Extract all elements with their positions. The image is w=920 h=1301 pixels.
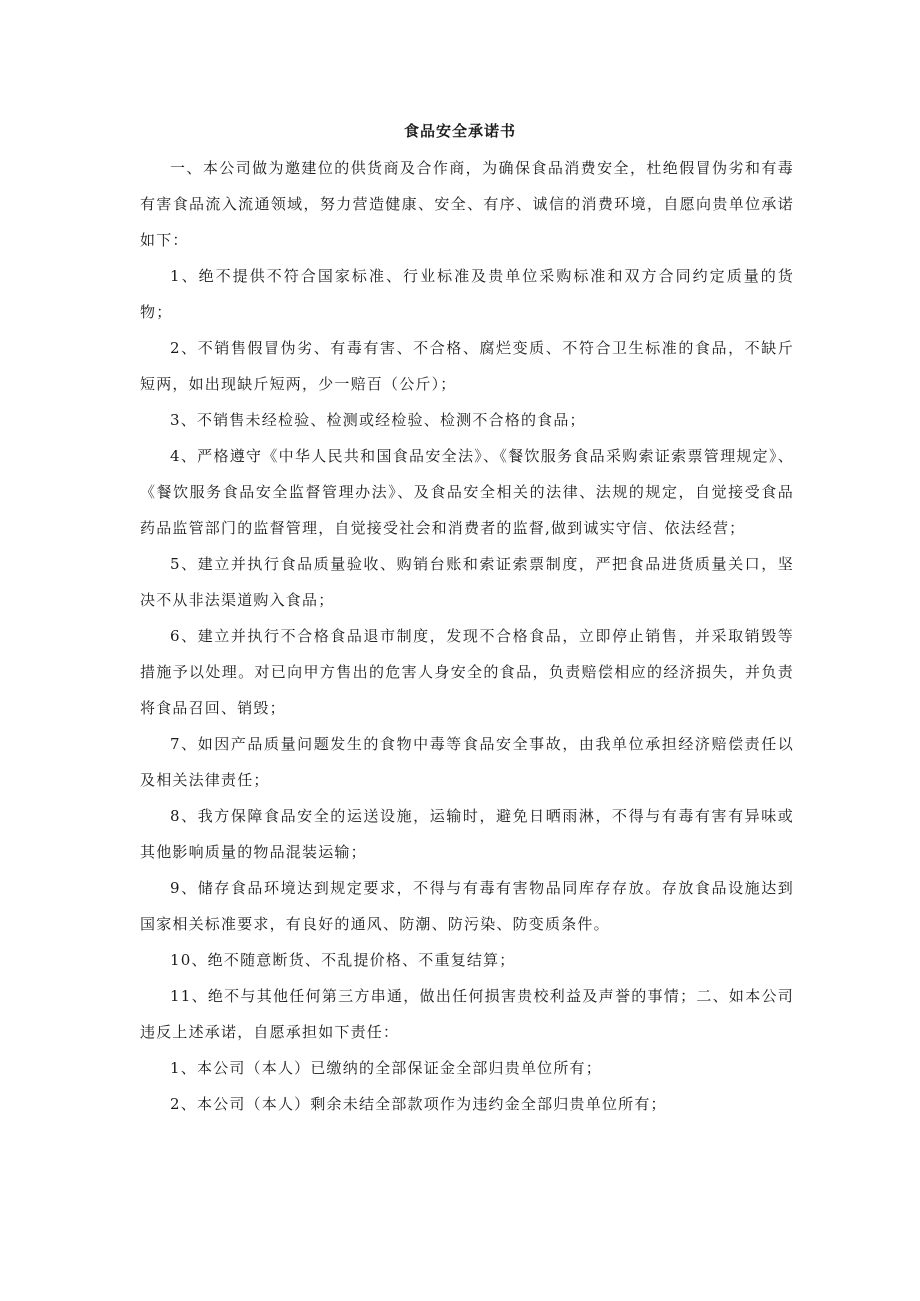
paragraph-liability-1: 1、本公司（本人）已缴纳的全部保证金全部归贵单位所有； [170, 1059, 602, 1077]
paragraph-item-11: 11、绝不与其他任何第三方串通，做出任何损害贵校利益及声誉的事情；二、如本公司违反上述承诺，自愿承担如下责任： [140, 987, 794, 1041]
paragraph-item-3: 3、不销售未经检验、检测或经检验、检测不合格的食品； [170, 411, 586, 429]
document-title: 食品安全承诺书 [403, 122, 516, 140]
paragraph-item-8: 8、我方保障食品安全的运送设施，运输时，避免日晒雨淋，不得与有毒有害有异味或其他影响质量的物品混装运输； [140, 807, 794, 861]
paragraph-liability-2: 2、本公司（本人）剩余未结全部款项作为违约金全部归贵单位所有； [170, 1095, 667, 1113]
paragraph-item-5: 5、建立并执行食品质量验收、购销台账和索证索票制度，严把食品进货质量关口，坚决不从非法渠道购入食品； [140, 555, 794, 609]
paragraph-item-10: 10、绝不随意断货、不乱提价格、不重复结算； [170, 951, 516, 969]
paragraph-item-7: 7、如因产品质量问题发生的食物中毒等食品安全事故，由我单位承担经济赔偿责任以及相关法律责任； [140, 735, 794, 789]
paragraph-item-2: 2、不销售假冒伪劣、有毒有害、不合格、腐烂变质、不符合卫生标准的食品，不缺斤短两，如出现缺斤短两，少一赔百（公斤）； [140, 339, 794, 393]
paragraph-item-6: 6、建立并执行不合格食品退市制度，发现不合格食品，立即停止销售，并采取销毁等措施予以处理。对已向甲方售出的危害人身安全的食品，负责赔偿相应的经济损失，并负责将食品召回、销毁； [140, 627, 794, 717]
paragraph-item-4: 4、严格遵守《中华人民共和国食品安全法》、《餐饮服务食品采购索证索票管理规定》、《餐饮服务食品安全监督管理办法》、及食品安全相关的法律、法规的规定，自觉接受食品药品监管部门的监督管理，自觉接受社会和消费者的监督,做到诚实守信、依法经营； [140, 447, 794, 537]
document-body [140, 150, 794, 1122]
paragraph-intro: 一、本公司做为邀建位的供货商及合作商，为确保食品消费安全，杜绝假冒伪劣和有毒有害食品流入流通领域，努力营造健康、安全、有序、诚信的消费环境，自愿向贵单位承诺如下： [140, 159, 794, 249]
paragraph-item-1: 1、绝不提供不符合国家标准、行业标准及贵单位采购标准和双方合同约定质量的货物； [140, 267, 794, 321]
paragraph-item-9: 9、储存食品环境达到规定要求，不得与有毒有害物品同库存存放。存放食品设施达到国家相关标准要求，有良好的通风、防潮、防污染、防变质条件。 [140, 879, 794, 933]
